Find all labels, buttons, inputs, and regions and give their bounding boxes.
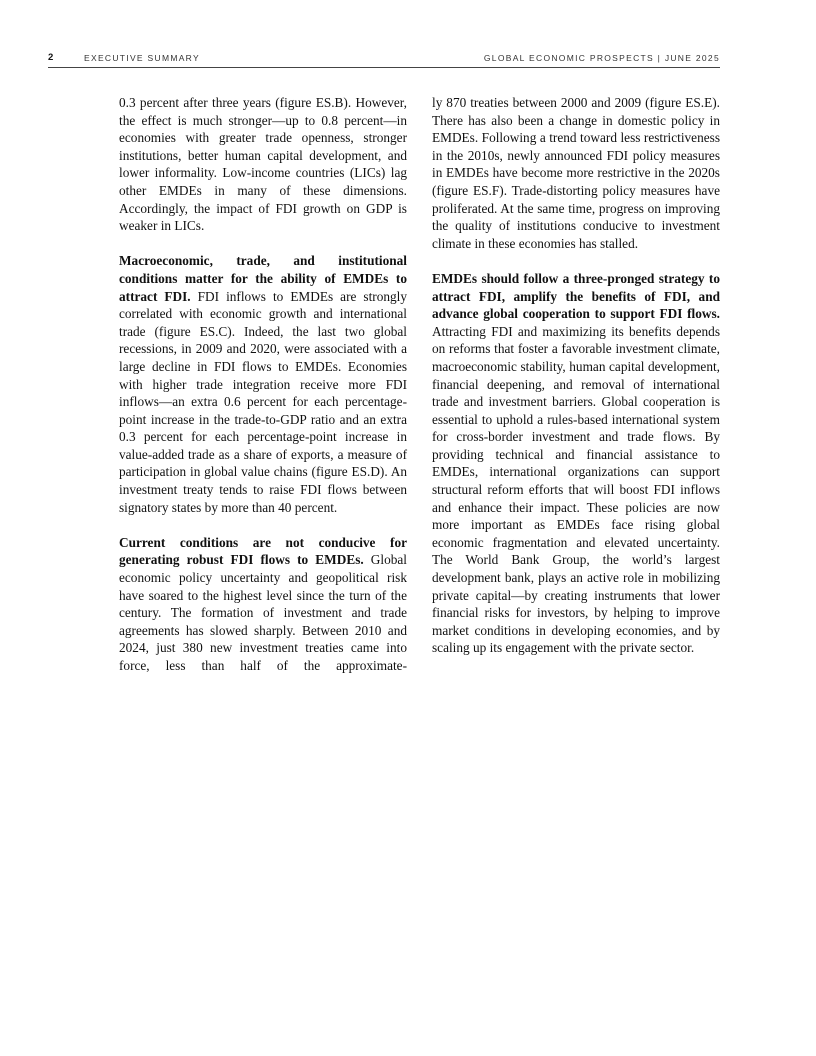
running-header (48, 52, 720, 66)
paragraph (432, 94, 720, 252)
paragraph-lead: Current conditions are not conducive for generating robust FDI flows to EMDEs. (119, 534, 407, 568)
paragraph-text: Attracting FDI and maximizing its benefits depends on reforms that foster a favorable investment climate, macroeconomic stability, human capital development, financial deepening, and removal of international trade and investment barriers. Global cooperation is essential to uphold a rules-based international system for cross-border investment and trade flows. By providing technical and financial assistance to EMDEs, international organizations can support structural reform efforts that will boost FDI inflows and enhance their impact. These policies are now more important as EMDEs face rising global economic fragmentation and elevated uncertainty. The World Bank Group, the world’s largest development bank, plays an active role in mobilizing private capital—by creating instruments that lower financial risks for investors, by helping to improve market conditions in developing economies, and by scaling up its engagement with the private sector. (432, 323, 720, 656)
paragraph (119, 94, 407, 235)
page-number: 2 (48, 52, 54, 63)
header-rule (48, 67, 720, 68)
report-title: GLOBAL ECONOMIC PROSPECTS | JUNE 2025 (483, 53, 720, 63)
left-column (119, 94, 407, 675)
paragraph-text: Global economic policy uncertainty and geopolitical risk have soared to the highest level since the turn of the century. The formation of investment and trade agreements has slowed sharply. Between 2010 and 2024, just 380 new investment treaties came into force, less than half of the approximate- (119, 552, 407, 673)
right-column (432, 94, 720, 657)
paragraph (432, 270, 720, 657)
paragraph (119, 252, 407, 516)
paragraph-text: FDI inflows to EMDEs are strongly correlated with economic growth and international trade (figure ES.C). Indeed, the last two global recessions, in 2009 and 2020, were associated with a large decline in FDI flows to EMDEs. Economies with higher trade integration receive more FDI inflows—an extra 0.6 percent for each percentage-point increase in the trade-to-GDP ratio and an extra 0.3 percent for each percentage-point increase in value-added trade as a share of exports, a measure of participation in global value chains (figure ES.D). An investment treaty tends to raise FDI flows between signatory states by more than 40 percent. (119, 288, 407, 515)
paragraph (119, 534, 407, 675)
paragraph-text: ly 870 treaties between 2000 and 2009 (figure ES.E). There has also been a change in domestic policy in EMDEs. Following a trend toward less restrictiveness in the 2010s, newly announced FDI policy measures in EMDEs have become more restrictive in the 2020s (figure ES.F). Trade-distorting policy measures have proliferated. At the same time, progress on improving the quality of institutions conducive to investment climate in these economies has stalled. (432, 95, 720, 251)
section-title: EXECUTIVE SUMMARY (84, 53, 200, 63)
paragraph-lead: Macroeconomic, trade, and institutional conditions matter for the ability of EMDEs to attract FDI. (119, 253, 407, 304)
paragraph-text: 0.3 percent after three years (figure ES.B). However, the effect is much stronger—up to 0.8 percent—in economies with greater trade openness, stronger institutions, better human capital development, and lower informality. Low-income countries (LICs) lag other EMDEs in many of these dimensions. Accordingly, the impact of FDI growth on GDP is weaker in LICs. (119, 95, 407, 234)
paragraph-lead: EMDEs should follow a three-pronged strategy to attract FDI, amplify the benefits of FDI, and advance global cooperation to support FDI flows. (432, 270, 720, 322)
